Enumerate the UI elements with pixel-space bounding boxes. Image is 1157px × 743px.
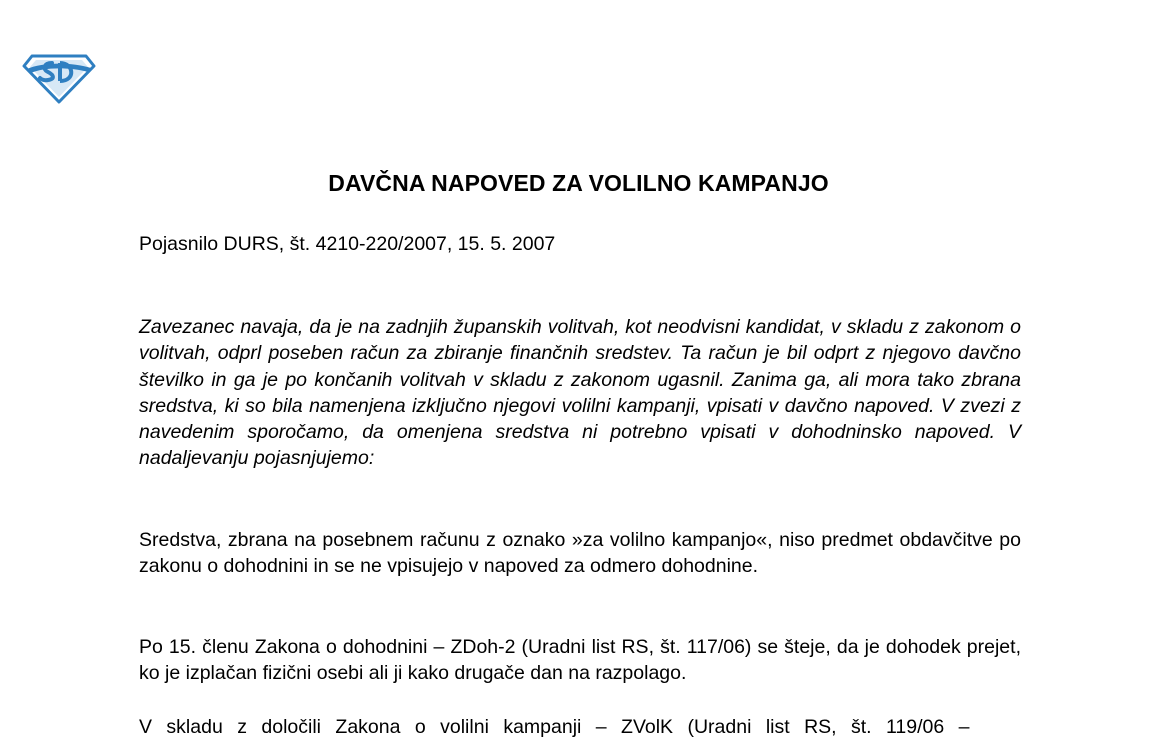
company-logo xyxy=(22,48,96,104)
paragraph-law-reference: Po 15. členu Zakona o dohodnini – ZDoh-2 (Uradni list RS, št. 117/06) se šteje, da je dohodek prejet, ko je izplačan fizični osebi ali ji kako drugače dan na razpolago. xyxy=(139,636,1021,685)
paragraph-answer: Sredstva, zbrana na posebnem računu z oznako »za volilno kampanjo«, niso predmet obdavčitve po zakonu o dohodnini in se ne vpisujejo v napoved za odmero dohodnine. xyxy=(139,529,1021,578)
paragraph-question: Zavezanec navaja, da je na zadnjih županskih volitvah, kot neodvisni kandidat, v skladu z zakonom o volitvah, odprl poseben račun za zbiranje finančnih sredstev. Ta račun je bil odprt z njegovo davčno številko in ga je po končanih volitvah v skladu z zakonom ugasnil. Zanima ga, ali mora tako zbrana sredstva, ki so bila namenjena izključno njegovi volilni kampanji, vpisati v davčno napoved. V zvezi z navedenim sporočamo, da omenjena sredstva ni potrebno vpisati v dohodninsko napoved. V nadaljevanju pojasnjujemo: xyxy=(139,316,1021,470)
paragraph-campaign-law: V skladu z določili Zakona o volilni kampanji – ZVolK (Uradni list RS, št. 119/06 – xyxy=(139,716,970,738)
document-subtitle: Pojasnilo DURS, št. 4210-220/2007, 15. 5. 2007 xyxy=(139,233,556,255)
document-title: DAVČNA NAPOVED ZA VOLILNO KAMPANJO xyxy=(328,170,829,196)
logo-shield-icon xyxy=(22,48,96,104)
